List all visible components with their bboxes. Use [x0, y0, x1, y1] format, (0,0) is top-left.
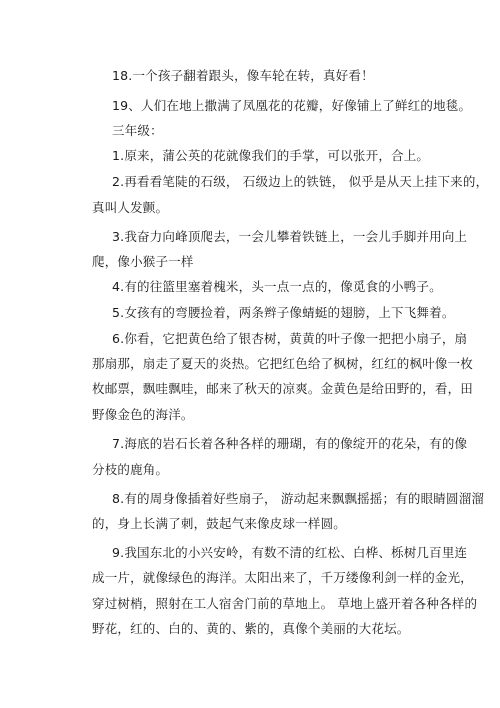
text-line-4: 4.有的往篮里塞着槐米，头一点一点的，像觅食的小鸭子。 — [112, 279, 442, 294]
text-line-3b: 爬，像小猴子一样 — [92, 254, 194, 269]
text-line-5: 5.女孩有的弯腰捡着，两条辫子像蜻蜓的翅膀，上下飞舞着。 — [112, 305, 455, 320]
text-line-6b: 那扇那，扇走了夏天的炎热。它把红色给了枫树，红红的枫叶像一枚 — [92, 356, 474, 371]
text-line-1: 1.原来，蒲公英的花就像我们的手掌，可以张开，合上。 — [112, 148, 430, 163]
text-line-2b: 真叫人发颤。 — [92, 200, 169, 215]
text-line-9b: 成一片，就像绿色的海洋。太阳出来了，千万缕像利剑一样的金光， — [92, 570, 474, 585]
text-line-8b: 的，身上长满了刺，鼓起气来像皮球一样圆。 — [92, 516, 347, 531]
text-line-9a: 9.我国东北的小兴安岭，有数不清的红松、白桦、栎树几百里连 — [112, 545, 468, 560]
text-line-9c: 穿过树梢，照射在工人宿舍门前的草地上。 草地上盛开着各种各样的 — [92, 596, 478, 611]
text-line-9d: 野花，红的、白的、黄的、紫的，真像个美丽的大花坛。 — [92, 621, 410, 636]
text-line-7a: 7.海底的岩石长着各种各样的珊瑚，有的像绽开的花朵，有的像 — [112, 436, 468, 451]
text-line-18: 18.一个孩子翻着跟头，像车轮在转，真好看！ — [112, 68, 374, 83]
text-line-6a: 6.你看，它把黄色给了银杏树，黄黄的叶子像一把把小扇子，扇 — [112, 331, 468, 346]
text-line-3a: 3.我奋力向峰顶爬去，一会儿攀着铁链上，一会儿手脚并用向上 — [112, 229, 468, 244]
text-line-19: 19、人们在地上撒满了凤凰花的花瓣，好像铺上了鲜红的地毯。 — [112, 98, 472, 113]
text-line-6d: 野像金色的海洋。 — [92, 407, 194, 422]
text-line-6c: 枚邮票，飘哇飘哇，邮来了秋天的凉爽。金黄色是给田野的，看，田 — [92, 381, 474, 396]
text-line-7b: 分枝的鹿角。 — [92, 462, 169, 477]
text-line-2a: 2.再看看笔陡的石级， 石级边上的铁链， 似乎是从天上挂下来的， — [112, 174, 489, 189]
text-line-8a: 8.有的周身像插着好些扇子， 游动起来飘飘摇摇；有的眼睛圆溜溜 — [112, 491, 485, 506]
section-heading-grade-3: 三年级： — [112, 123, 163, 138]
